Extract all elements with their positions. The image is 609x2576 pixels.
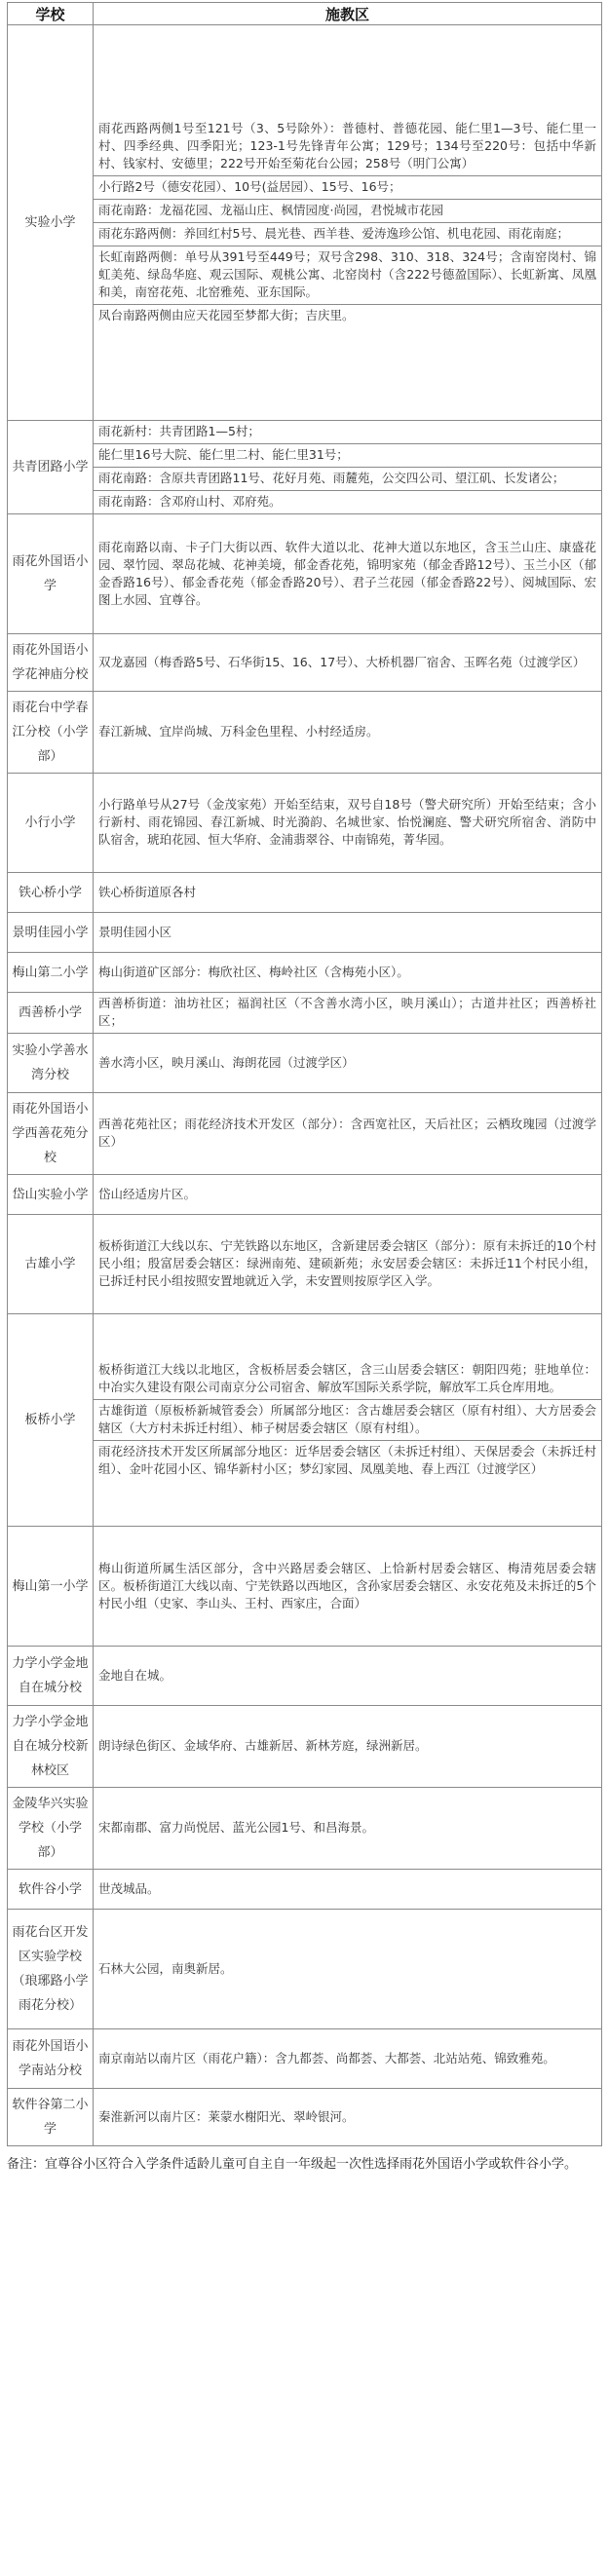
table-row xyxy=(8,953,602,993)
table-row xyxy=(8,1093,602,1175)
table-row xyxy=(8,1314,602,1527)
table-row xyxy=(8,873,602,913)
table-row xyxy=(8,1647,602,1706)
header-area: 施教区 xyxy=(94,3,602,25)
district-line: 小行路2号（德安花园）、10号(益居园）、15号、16号； xyxy=(94,175,601,199)
district-line: 能仁里16号大院、能仁里二村、能仁里31号； xyxy=(94,443,601,467)
district-cell xyxy=(94,634,602,692)
district-line: 小行路单号从27号（金茂家苑）开始至结束，双号自18号（警犬研究所）开始至结束；含小行新村、雨花锦园、春江新城、时光漪韵、名城世家、怡悦澜庭、警犬研究所宿舍、消防中队宿舍，琥珀花园、恒大华府、金浦翡翠谷、中南锦苑，菁华园。 xyxy=(98,797,596,847)
school-name: 板桥小学 xyxy=(8,1314,94,1527)
district-line: 双龙嘉园（梅香路5号、石华街15、16、17号）、大桥机器厂宿舍、玉晖名苑（过渡学区） xyxy=(98,654,586,669)
table-body xyxy=(8,25,602,2146)
district-line: 雨花南路：含原共青团路11号、花好月苑、雨麓苑，公交四公司、望江矶、长发诸公； xyxy=(94,467,601,490)
school-name: 雨花外国语小学 xyxy=(8,514,94,634)
district-cell xyxy=(94,2089,602,2146)
table-row xyxy=(8,1175,602,1215)
district-cell xyxy=(94,1706,602,1788)
district-line: 南京南站以南片区（雨花户籍）：含九都荟、尚都荟、大都荟、北站站苑、锦致雅苑。 xyxy=(98,2050,555,2065)
district-cell xyxy=(94,1910,602,2029)
district-cell xyxy=(94,1175,602,1215)
district-line: 雨花经济技术开发区所属部分地区：近华居委会辖区（未拆迁村组）、天保居委会（未拆迁村组）、金叶花园小区、锦华新村小区；梦幻家园、凤凰美地、春上西江（过渡学区） xyxy=(94,1440,601,1481)
district-cell xyxy=(94,1647,602,1706)
school-name: 景明佳园小学 xyxy=(8,913,94,953)
school-name: 西善桥小学 xyxy=(8,993,94,1034)
school-name: 软件谷小学 xyxy=(8,1870,94,1910)
school-name: 铁心桥小学 xyxy=(8,873,94,913)
table-row xyxy=(8,1215,602,1314)
district-cell xyxy=(94,25,602,421)
district-cell xyxy=(94,692,602,774)
school-name: 梅山第一小学 xyxy=(8,1527,94,1647)
table-row xyxy=(8,913,602,953)
district-line: 梅山街道所属生活区部分，含中兴路居委会辖区、上恰新村居委会辖区、梅清苑居委会辖区。板桥街道江大线以南、宁芜铁路以西地区，含孙家居委会辖区、永安花苑及未拆迁的5个村民小组（史家、李山头、王村、西家庄，合面） xyxy=(98,1560,596,1610)
table-row xyxy=(8,2089,602,2146)
footnote: 备注：宜尊谷小区符合入学条件适龄儿童可自主自一年级起一次性选择雨花外国语小学或软件谷小学。 xyxy=(7,2157,578,2172)
table-row xyxy=(8,2029,602,2089)
table-row xyxy=(8,993,602,1034)
district-line: 雨花南路以南、卡子门大街以西、软件大道以北、花神大道以东地区，含玉兰山庄、康盛花园、翠竹园、翠岛花城、花神美境，郁金香花苑，锦明家苑（郁金香路12号）、玉兰小区（郁金香路16号）、郁金香花苑（郁金香路20号）、君子兰花园（郁金香路22号）、阅城国际、宏图上水园、宜尊谷。 xyxy=(98,539,596,607)
school-name: 古雄小学 xyxy=(8,1215,94,1314)
school-name: 雨花外国语小学西善花苑分校 xyxy=(8,1093,94,1175)
school-name: 共青团路小学 xyxy=(8,421,94,514)
table-row xyxy=(8,1034,602,1093)
district-cell xyxy=(94,2029,602,2089)
district-line: 雨花西路两侧1号至121号（3、5号除外）：普德村、普德花园、能仁里1—3号、能仁里一村、四季经典、四季阳光；123-1号先锋青年公寓；129号；134号至220号：包括中华新村、钱家村、安德里；222号开始至菊花台公园；258号（明门公寓） xyxy=(98,121,596,170)
district-line: 西善花苑社区；雨花经济技术开发区（部分）：含西宽社区，天后社区；云栖玫瑰园（过渡学区） xyxy=(98,1117,596,1149)
district-line: 板桥街道江大线以北地区，含板桥居委会辖区，含三山居委会辖区：朝阳四苑；驻地单位：中冶实久建设有限公司南京分公司宿舍、解放军国际关系学院，解放军工兵仓库用地。 xyxy=(98,1362,596,1394)
district-line: 雨花南路：含邓府山村、邓府苑。 xyxy=(94,490,601,513)
district-line: 古雄街道（原板桥新城管委会）所属部分地区：含古雄居委会辖区（原有村组）、大方居委会辖区（大方村未拆迁村组）、柿子树居委会辖区（原有村组）。 xyxy=(94,1399,601,1440)
district-line: 世茂城品。 xyxy=(98,1880,160,1896)
school-name: 小行小学 xyxy=(8,774,94,873)
table-row xyxy=(8,774,602,873)
district-cell xyxy=(94,774,602,873)
district-line: 善水湾小区，映月溪山、海朗花园（过渡学区） xyxy=(98,1054,355,1070)
table-row xyxy=(8,634,602,692)
district-cell xyxy=(94,1870,602,1910)
school-name: 力学小学金地自在城分校 xyxy=(8,1647,94,1706)
school-name: 雨花外国语小学花神庙分校 xyxy=(8,634,94,692)
table-row xyxy=(8,421,602,514)
district-line: 金地自在城。 xyxy=(98,1667,172,1683)
district-cell xyxy=(94,913,602,953)
district-cell xyxy=(94,1093,602,1175)
table-header-row xyxy=(8,3,602,25)
district-line: 凤台南路两侧由应天花园至梦都大街；吉庆里。 xyxy=(94,304,601,327)
district-cell xyxy=(94,514,602,634)
school-name: 岱山实验小学 xyxy=(8,1175,94,1215)
school-name: 软件谷第二小学 xyxy=(8,2089,94,2146)
header-school: 学校 xyxy=(8,3,94,25)
table-row xyxy=(8,25,602,421)
district-line: 岱山经适房片区。 xyxy=(98,1186,197,1201)
district-line: 宋都南郡、富力尚悦居、蓝光公园1号、和昌海景。 xyxy=(98,1820,374,1835)
district-line: 雨花新村：共青团路1—5村； xyxy=(98,424,260,438)
district-line: 朗诗绿色街区、金域华府、古雄新居、新林芳庭，绿洲新居。 xyxy=(98,1738,428,1753)
district-line: 板桥街道江大线以东、宁芜铁路以东地区，含新建居委会辖区（部分）：原有未拆迁的10个村民小组；殷富居委会辖区：绿洲南苑、建硕新苑；永安居委会辖区：未拆迁11个村民小组，已拆迁村民小组按照安置地就近入学，未安置则按原学区入学。 xyxy=(98,1238,596,1288)
school-district-table xyxy=(7,2,602,2146)
district-line: 梅山街道矿区部分：梅欣社区、梅岭社区（含梅苑小区）。 xyxy=(98,964,409,979)
school-name: 雨花台中学春江分校（小学部） xyxy=(8,692,94,774)
district-cell xyxy=(94,873,602,913)
school-name: 梅山第二小学 xyxy=(8,953,94,993)
school-name: 实验小学善水湾分校 xyxy=(8,1034,94,1093)
district-cell xyxy=(94,1034,602,1093)
school-name: 力学小学金地自在城分校新林校区 xyxy=(8,1706,94,1788)
table-row xyxy=(8,1870,602,1910)
district-line: 西善桥街道：油坊社区；福润社区（不含善水湾小区，映月溪山）；古道井社区；西善桥社区； xyxy=(98,996,596,1028)
table-row xyxy=(8,1788,602,1870)
table-row xyxy=(8,514,602,634)
district-cell xyxy=(94,1788,602,1870)
district-line: 石林大公园，南奥新居。 xyxy=(98,1960,233,1976)
table-row xyxy=(8,1706,602,1788)
district-cell xyxy=(94,1527,602,1647)
table-row xyxy=(8,1910,602,2029)
table-row xyxy=(8,692,602,774)
district-line: 景明佳园小区 xyxy=(98,924,172,939)
district-cell xyxy=(94,993,602,1034)
school-name: 雨花外国语小学南站分校 xyxy=(8,2029,94,2089)
district-cell xyxy=(94,421,602,514)
table-row xyxy=(8,1527,602,1647)
district-line: 春江新城、宜岸尚城、万科金色里程、小村经适房。 xyxy=(98,724,379,739)
district-line: 雨花东路两侧：养回红村5号、晨光巷、西羊巷、爱涛逸珍公馆、机电花园、雨花南庭； xyxy=(94,222,601,246)
district-line: 长虹南路两侧：单号从391号至449号；双号含298、310、318、324号；含南窑岗村、锦虹美苑、绿岛华庭、观云国际、观桃公寓、北窑岗村（含222号德盈国际）、长虹新寓、凤凰和美，南窑花苑、北窑雅苑、亚东国际。 xyxy=(94,246,601,304)
school-name: 实验小学 xyxy=(8,25,94,421)
school-name: 金陵华兴实验学校（小学部） xyxy=(8,1788,94,1870)
district-line: 秦淮新河以南片区：莱蒙水榭阳光、翠岭银河。 xyxy=(98,2108,355,2124)
school-name: 雨花台区开发区实验学校（琅琊路小学雨花分校） xyxy=(8,1910,94,2029)
district-line: 铁心桥街道原各村 xyxy=(98,884,197,899)
district-cell xyxy=(94,953,602,993)
district-cell xyxy=(94,1215,602,1314)
district-line: 雨花南路：龙福花园、龙福山庄、枫情园度·尚园，君悦城市花园 xyxy=(94,199,601,222)
district-cell xyxy=(94,1314,602,1527)
